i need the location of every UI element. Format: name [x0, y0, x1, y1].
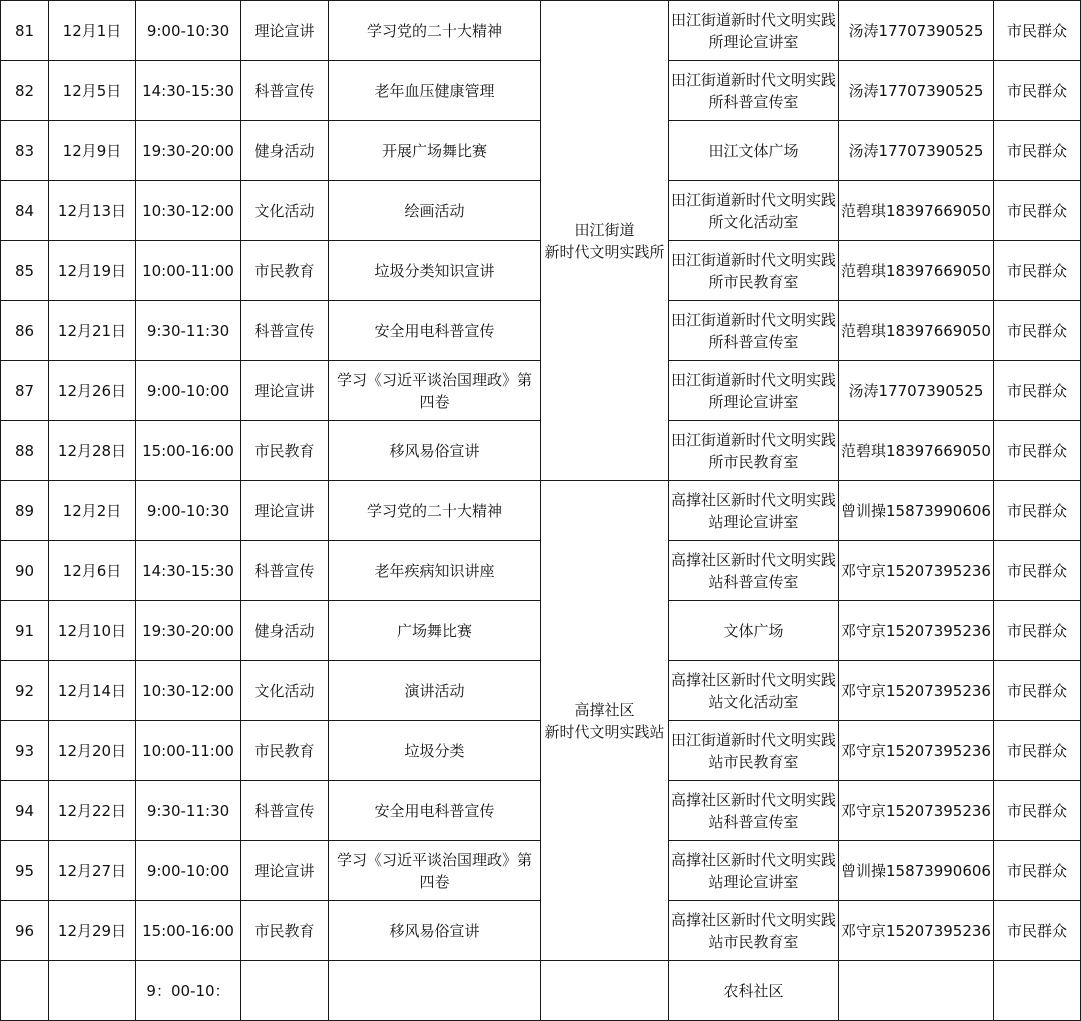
audience-cell: 市民群众: [994, 1, 1081, 61]
date-cell: 12月5日: [49, 61, 136, 121]
date-cell: 12月13日: [49, 181, 136, 241]
unit-cell: [541, 481, 669, 961]
contact-cell: 范碧琪18397669050: [839, 241, 994, 301]
place-cell: 高撑社区新时代文明实践站科普宣传室: [669, 541, 839, 601]
row-number: 85: [1, 241, 49, 301]
content-cell: 安全用电科普宣传: [329, 781, 541, 841]
contact-cell: 汤涛17707390525: [839, 121, 994, 181]
time-cell: 19:30-20:00: [136, 121, 241, 181]
row-number: 88: [1, 421, 49, 481]
contact-cell: 曾训操15873990606: [839, 841, 994, 901]
content-cell: 移风易俗宣讲: [329, 901, 541, 961]
content-cell: [329, 961, 541, 1021]
time-cell: 14:30-15:30: [136, 61, 241, 121]
place-cell: 农科社区: [669, 961, 839, 1021]
row-number: 96: [1, 901, 49, 961]
type-cell: 市民教育: [241, 241, 329, 301]
type-cell: 科普宣传: [241, 541, 329, 601]
audience-cell: 市民群众: [994, 361, 1081, 421]
unit-cell: [541, 1, 669, 481]
unit-name: 田江街道: [574, 220, 635, 239]
time-cell: 9:30-11:30: [136, 301, 241, 361]
content-cell: 垃圾分类知识宣讲: [329, 241, 541, 301]
content-cell: 老年疾病知识讲座: [329, 541, 541, 601]
unit-subtitle: 新时代文明实践所: [544, 242, 665, 261]
type-cell: 理论宣讲: [241, 361, 329, 421]
date-cell: 12月9日: [49, 121, 136, 181]
contact-cell: 邓守京15207395236: [839, 541, 994, 601]
type-cell: [241, 961, 329, 1021]
content-cell: 学习《习近平谈治国理政》第四卷: [329, 361, 541, 421]
time-cell: 9:00-10:30: [136, 1, 241, 61]
row-number: 94: [1, 781, 49, 841]
date-cell: 12月22日: [49, 781, 136, 841]
audience-cell: 市民群众: [994, 541, 1081, 601]
place-cell: 田江文体广场: [669, 121, 839, 181]
type-cell: 科普宣传: [241, 61, 329, 121]
date-cell: 12月1日: [49, 1, 136, 61]
time-cell: 15:00-16:00: [136, 421, 241, 481]
place-cell: 田江街道新时代文明实践所科普宣传室: [669, 301, 839, 361]
type-cell: 科普宣传: [241, 301, 329, 361]
content-cell: 老年血压健康管理: [329, 61, 541, 121]
time-cell: 10:00-11:00: [136, 721, 241, 781]
table-row-partial: [1, 961, 1081, 1021]
date-cell: 12月19日: [49, 241, 136, 301]
content-cell: 安全用电科普宣传: [329, 301, 541, 361]
contact-cell: 汤涛17707390525: [839, 1, 994, 61]
type-cell: 文化活动: [241, 181, 329, 241]
contact-cell: 邓守京15207395236: [839, 901, 994, 961]
content-cell: 演讲活动: [329, 661, 541, 721]
contact-cell: 邓守京15207395236: [839, 601, 994, 661]
type-cell: 市民教育: [241, 721, 329, 781]
content-cell: 广场舞比赛: [329, 601, 541, 661]
unit-subtitle: 新时代文明实践站: [544, 722, 665, 741]
time-cell: 9:00-10:30: [136, 481, 241, 541]
contact-cell: 范碧琪18397669050: [839, 421, 994, 481]
row-number: 89: [1, 481, 49, 541]
content-cell: 移风易俗宣讲: [329, 421, 541, 481]
audience-cell: 市民群众: [994, 181, 1081, 241]
time-cell: 19:30-20:00: [136, 601, 241, 661]
date-cell: 12月20日: [49, 721, 136, 781]
place-cell: 高撑社区新时代文明实践站理论宣讲室: [669, 841, 839, 901]
place-cell: 高撑社区新时代文明实践站科普宣传室: [669, 781, 839, 841]
date-cell: 12月26日: [49, 361, 136, 421]
audience-cell: 市民群众: [994, 421, 1081, 481]
row-number: [1, 961, 49, 1021]
table-row: [1, 1, 1081, 61]
place-cell: 田江街道新时代文明实践所理论宣讲室: [669, 361, 839, 421]
row-number: 90: [1, 541, 49, 601]
time-cell: 9:00-10:00: [136, 361, 241, 421]
table-row: [1, 481, 1081, 541]
time-cell: 10:00-11:00: [136, 241, 241, 301]
place-cell: 田江街道新时代文明实践所科普宣传室: [669, 61, 839, 121]
date-cell: 12月14日: [49, 661, 136, 721]
row-number: 91: [1, 601, 49, 661]
audience-cell: 市民群众: [994, 721, 1081, 781]
place-cell: 田江街道新时代文明实践所市民教育室: [669, 421, 839, 481]
audience-cell: 市民群众: [994, 61, 1081, 121]
type-cell: 理论宣讲: [241, 481, 329, 541]
time-cell: 15:00-16:00: [136, 901, 241, 961]
unit-cell: [541, 961, 669, 1021]
place-cell: 高撑社区新时代文明实践站市民教育室: [669, 901, 839, 961]
date-cell: [49, 961, 136, 1021]
date-cell: 12月6日: [49, 541, 136, 601]
type-cell: 健身活动: [241, 601, 329, 661]
date-cell: 12月10日: [49, 601, 136, 661]
type-cell: 市民教育: [241, 421, 329, 481]
audience-cell: 市民群众: [994, 901, 1081, 961]
row-number: 92: [1, 661, 49, 721]
place-cell: 高撑社区新时代文明实践站理论宣讲室: [669, 481, 839, 541]
row-number: 86: [1, 301, 49, 361]
row-number: 93: [1, 721, 49, 781]
audience-cell: 市民群众: [994, 841, 1081, 901]
place-cell: 田江街道新时代文明实践所市民教育室: [669, 241, 839, 301]
audience-cell: 市民群众: [994, 601, 1081, 661]
content-cell: 开展广场舞比赛: [329, 121, 541, 181]
type-cell: 科普宣传: [241, 781, 329, 841]
contact-cell: 曾训操15873990606: [839, 481, 994, 541]
place-cell: 田江街道新时代文明实践所理论宣讲室: [669, 1, 839, 61]
contact-cell: 汤涛17707390525: [839, 361, 994, 421]
audience-cell: 市民群众: [994, 241, 1081, 301]
place-cell: 田江街道新时代文明实践所文化活动室: [669, 181, 839, 241]
date-cell: 12月2日: [49, 481, 136, 541]
place-cell: 文体广场: [669, 601, 839, 661]
unit-name: 高撑社区: [574, 700, 635, 719]
time-cell: 10:30-12:00: [136, 181, 241, 241]
audience-cell: 市民群众: [994, 301, 1081, 361]
table-body: [1, 1, 1081, 1021]
contact-cell: [839, 961, 994, 1021]
date-cell: 12月29日: [49, 901, 136, 961]
type-cell: 文化活动: [241, 661, 329, 721]
audience-cell: 市民群众: [994, 121, 1081, 181]
type-cell: 市民教育: [241, 901, 329, 961]
time-cell: 9：00-10：: [136, 961, 241, 1021]
type-cell: 健身活动: [241, 121, 329, 181]
content-cell: 学习党的二十大精神: [329, 1, 541, 61]
content-cell: 垃圾分类: [329, 721, 541, 781]
date-cell: 12月21日: [49, 301, 136, 361]
contact-cell: 范碧琪18397669050: [839, 301, 994, 361]
time-cell: 10:30-12:00: [136, 661, 241, 721]
contact-cell: 邓守京15207395236: [839, 781, 994, 841]
content-cell: 学习党的二十大精神: [329, 481, 541, 541]
row-number: 87: [1, 361, 49, 421]
type-cell: 理论宣讲: [241, 1, 329, 61]
content-cell: 绘画活动: [329, 181, 541, 241]
content-cell: 学习《习近平谈治国理政》第四卷: [329, 841, 541, 901]
audience-cell: 市民群众: [994, 481, 1081, 541]
date-cell: 12月27日: [49, 841, 136, 901]
place-cell: 高撑社区新时代文明实践站文化活动室: [669, 661, 839, 721]
time-cell: 9:30-11:30: [136, 781, 241, 841]
row-number: 83: [1, 121, 49, 181]
contact-cell: 汤涛17707390525: [839, 61, 994, 121]
contact-cell: 邓守京15207395236: [839, 721, 994, 781]
audience-cell: 市民群众: [994, 661, 1081, 721]
audience-cell: [994, 961, 1081, 1021]
contact-cell: 范碧琪18397669050: [839, 181, 994, 241]
row-number: 82: [1, 61, 49, 121]
row-number: 84: [1, 181, 49, 241]
time-cell: 9:00-10:00: [136, 841, 241, 901]
row-number: 81: [1, 1, 49, 61]
time-cell: 14:30-15:30: [136, 541, 241, 601]
row-number: 95: [1, 841, 49, 901]
contact-cell: 邓守京15207395236: [839, 661, 994, 721]
audience-cell: 市民群众: [994, 781, 1081, 841]
date-cell: 12月28日: [49, 421, 136, 481]
type-cell: 理论宣讲: [241, 841, 329, 901]
place-cell: 田江街道新时代文明实践站市民教育室: [669, 721, 839, 781]
